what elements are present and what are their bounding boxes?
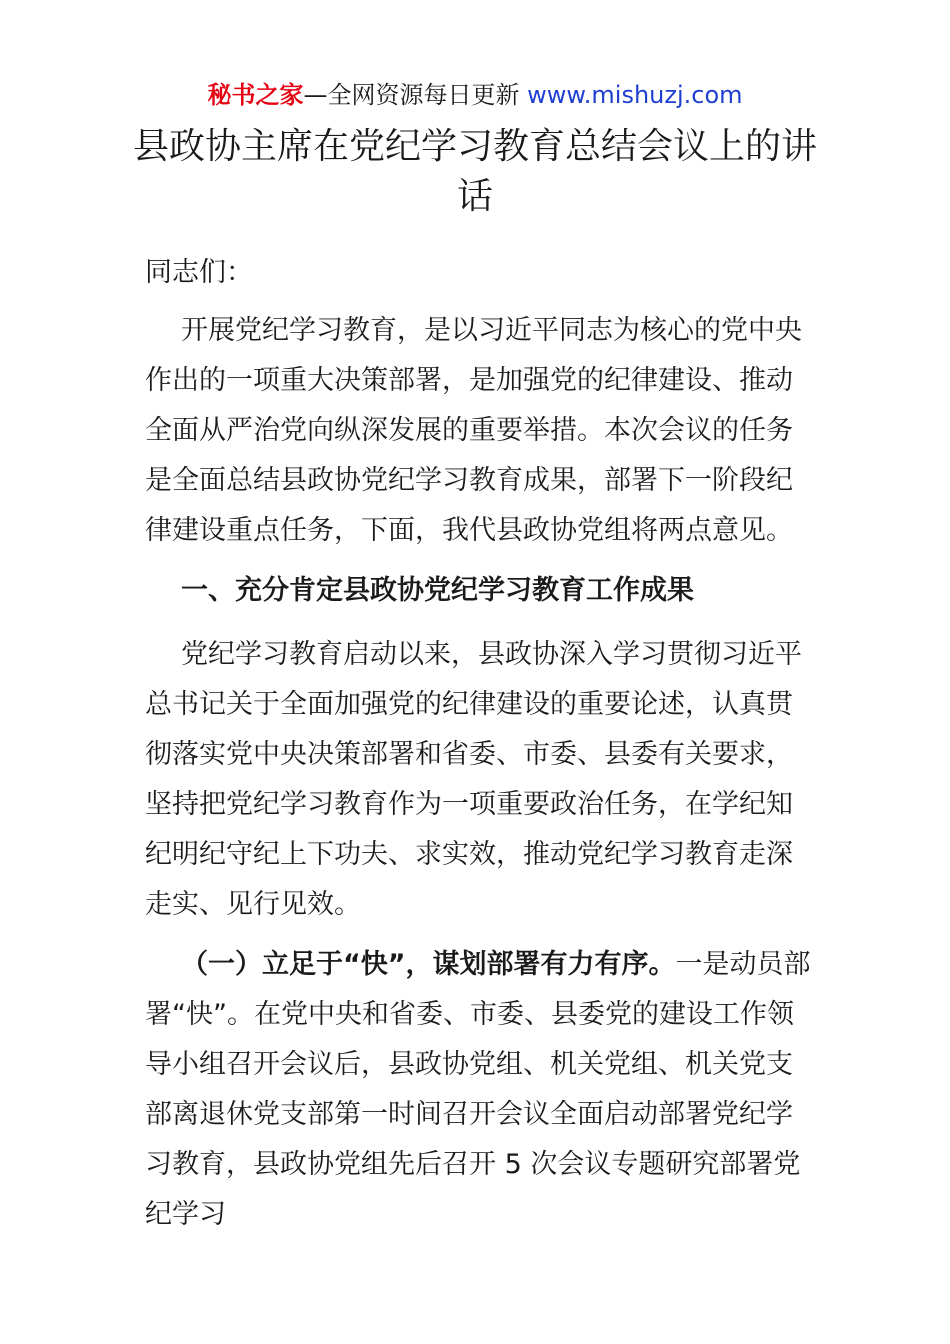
- subsection-1-lead: （一）立足于“快”，谋划部署有力有序。: [181, 949, 676, 980]
- paragraph-intro: 开展党纪学习教育，是以习近平同志为核心的党中央作出的一项重大决策部署，是加强党的纪律建设、推动全面从严治党向纵深发展的重要举措。本次会议的任务是全面总结县政协党纪学习教育成果，部署下一阶段纪律建设重点任务，下面，我代县政协党组将两点意见。: [145, 315, 802, 546]
- paragraph-section-1: 党纪学习教育启动以来，县政协深入学习贯彻习近平总书记关于全面加强党的纪律建设的重要论述，认真贯彻落实党中央决策部署和省委、市委、县委有关要求，坚持把党纪学习教育作为一项重要政治任务，在学纪知纪明纪守纪上下功夫、求实效，推动党纪学习教育走深走实、见行见效。: [145, 639, 802, 920]
- salutation: 同志们：: [145, 257, 253, 288]
- subsection-1-text: 一是动员部署“快”。在党中央和省委、市委、县委党的建设工作领导小组召开会议后，县政协党组、机关党组、机关党支部离退休党支部第一时间召开会议全面启动部署党纪学习教育，县政协党组先后召开 5 次会议专题研究部署党纪学习: [145, 949, 811, 1230]
- section-heading-1: 一、充分肯定县政协党纪学习教育工作成果: [181, 575, 694, 606]
- document-title: 县政协主席在党纪学习教育总结会议上的讲话: [132, 126, 817, 217]
- paragraph-subsection-1: [145, 940, 811, 1240]
- site-tagline: —全网资源每日更新: [303, 81, 528, 109]
- site-header: [0, 78, 950, 112]
- site-url-link[interactable]: www.mishuzj.com: [527, 81, 743, 109]
- site-name: 秘书之家: [207, 81, 304, 109]
